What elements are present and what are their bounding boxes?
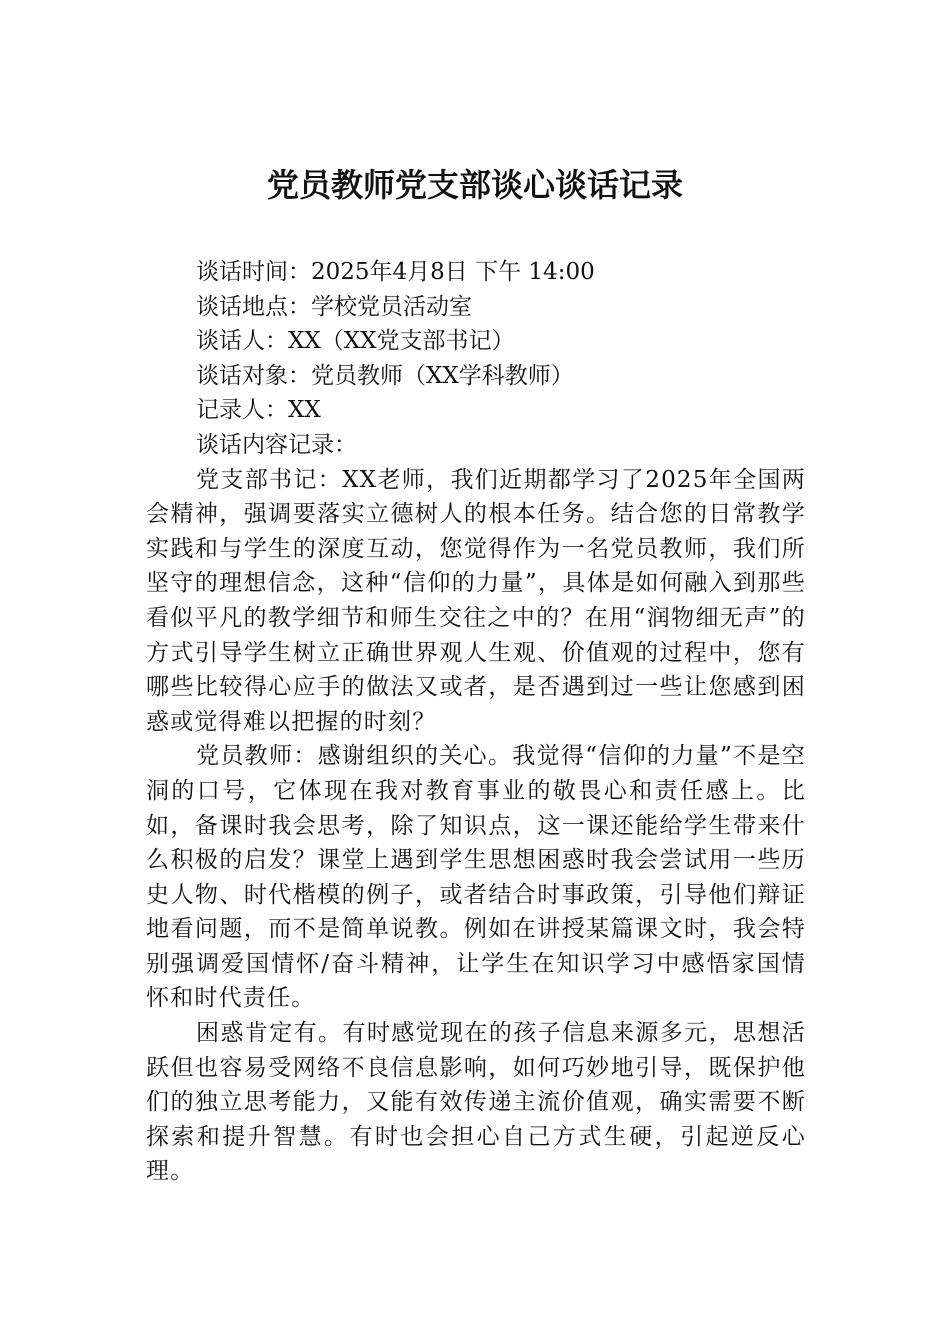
meeting-speaker: 谈话人：XX（XX党支部书记）: [196, 328, 515, 355]
paragraph-teacher-concerns: 困惑肯定有。有时感觉现在的孩子信息来源多元，思想活跃但也容易受网络不良信息影响，如何巧妙地引导，既保护他们的独立思考能力，又能有效传递主流价值观，确实需要不断探索和提升智慧。有时也会担心自己方式生硬，引起逆反心理。: [146, 1020, 806, 1185]
meeting-recorder: 记录人：XX: [196, 397, 321, 424]
meeting-target: 谈话对象：党员教师（XX学科教师）: [196, 362, 574, 389]
paragraph-secretary-question: 党支部书记：XX老师，我们近期都学习了2025年全国两会精神，强调要落实立德树人的根本任务。结合您的日常教学实践和与学生的深度互动，您觉得作为一名党员教师，我们所坚守的理想信念，这种“信仰的力量”，具体是如何融入到那些看似平凡的教学细节和师生交往之中的？在用“润物细无声”的方式引导学生树立正确世界观人生观、价值观的过程中，您有哪些比较得心应手的做法又或者，是否遇到过一些让您感到困惑或觉得难以把握的时刻？: [146, 466, 806, 735]
document-title: 党员教师党支部谈心谈话记录: [266, 166, 683, 204]
paragraph-teacher-answer: 党员教师：感谢组织的关心。我觉得“信仰的力量”不是空洞的口号，它体现在我对教育事业的敬畏心和责任感上。比如，备课时我会思考，除了知识点，这一课还能给学生带来什么积极的启发？课堂上遇到学生思想困惑时我会尝试用一些历史人物、时代楷模的例子，或者结合时事政策，引导他们辩证地看问题，而不是简单说教。例如在讲授某篇课文时，我会特别强调爱国情怀/奋斗精神，让学生在知识学习中感悟家国情怀和时代责任。: [146, 743, 806, 1012]
document-body: [146, 255, 806, 1189]
meeting-time: 谈话时间：2025年4月8日 下午 14:00: [196, 259, 595, 285]
content-heading: 谈话内容记录：: [196, 431, 357, 458]
meeting-place: 谈话地点：学校党员活动室: [196, 293, 472, 320]
